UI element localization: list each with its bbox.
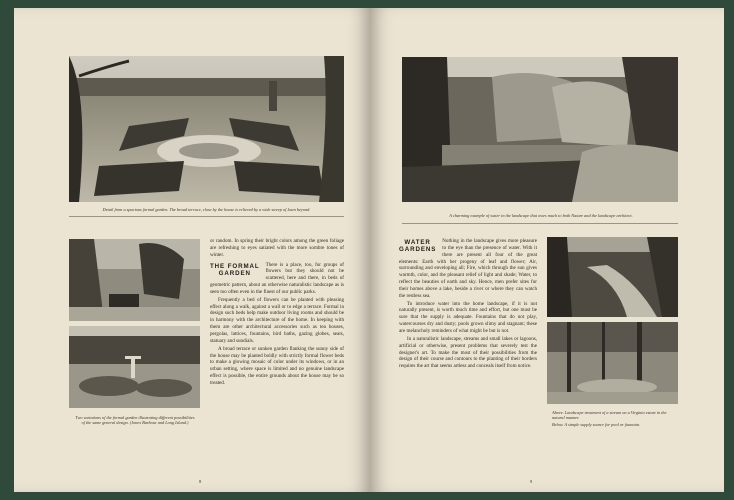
right-page xyxy=(370,8,724,492)
formal-garden-text-1: There is a place, too, for groups of flowers but they should not be scattered, here and there, in beds of geometric pattern, about an otherwise naturalistic landscape as is seen too often even in the finest of our public parks. xyxy=(210,261,344,295)
stream-photo xyxy=(547,237,678,317)
caption-below: Below. A simple supply source for pool or fountain. xyxy=(552,421,641,427)
water-landscape-photo xyxy=(402,57,678,202)
garden-variation-photo-1 xyxy=(69,239,200,321)
caption-rule xyxy=(69,216,344,217)
formal-garden-paragraph-1 xyxy=(210,262,344,296)
formal-garden-photo xyxy=(69,56,344,202)
right-text-column xyxy=(399,238,537,371)
water-gardens-heading-line2: GARDENS xyxy=(399,246,437,253)
water-gardens-paragraph-2: To introduce water into the home landscape, if it is not naturally present, is worth much time and effort, but one must be sure that the supply is adequate. Fountains that do not play, watercourses dry and dusty; pools grown slimy and stagnant; these are melancholy reminders of what might be but is not. xyxy=(399,300,537,334)
intro-paragraph: or random. In spring their bright colors among the green foliage are refreshing to eyes satiated with the more sombre tones of winter. xyxy=(210,238,344,258)
left-page xyxy=(14,8,370,492)
book-spread xyxy=(14,8,724,492)
left-text-column xyxy=(210,238,344,388)
side-photo-caption-right xyxy=(552,410,674,427)
formal-garden-paragraph-2: Frequently a bed of flowers can be planted with pleasing effect along a walk, against a wall or to edge a terrace. Formal in design such beds help make outdoor living rooms and should be in harmony with the architecture of the home. In keeping with them are other architectural accessories such as tea houses, pergolas, lattices, fountains, bird baths, gazing globes, seats, statuary and sundials. xyxy=(210,296,344,344)
water-gardens-text-1: Nothing in the landscape gives more pleasure to the eye than the presence of water. With it there are present all four of the great elements: Earth with her progeny of leaf and flower; Air, surrounding and enveloping all; Fire, which through the sun gives warmth, color, and the pleasant relief of light and shade; Water, to reflect the beauties of earth and sky. Hence, men prefer sites for their homes above a lake, beside a river or where they can watch the restless sea. xyxy=(399,238,537,299)
water-gardens-paragraph-3: In a naturalistic landscape, streams and small lakes or lagoons, artificial or otherwise, present problems that severely test the designer's art. To make the most of their possibilities from the design of their course and contours to the planting of their borders requires the art that seems artless and conceals itself from notice. xyxy=(399,335,537,370)
page-number-right: 9 xyxy=(530,479,533,484)
top-photo-caption: Detail from a spacious formal garden. The broad terrace, close by the house is relieved by a wide sweep of lawn beyond. xyxy=(102,207,311,212)
fountain-source-photo xyxy=(547,322,678,404)
page-number-left: 8 xyxy=(199,479,202,484)
formal-garden-heading xyxy=(210,263,260,277)
formal-garden-heading-line2: GARDEN xyxy=(218,269,251,277)
water-gardens-heading-line1: WATER xyxy=(404,239,431,246)
formal-garden-heading-line1: THE FORMAL xyxy=(210,262,260,270)
water-gardens-paragraph-1 xyxy=(399,238,537,300)
garden-variation-photo-2 xyxy=(69,326,200,408)
formal-garden-paragraph-3: A broad terrace or sunken garden flanking the sunny side of the house may be planted boldly with strictly formal flower beds to make a glowing mosaic of color under its windows, or in an urban setting, where space is limited and no genuine landscape effect is possible, the entire grounds about the house may be so treated. xyxy=(210,345,344,386)
side-photo-caption: Two variations of the formal garden illustrating different possibilities of the same general design. (Jones Barbour and Long Island.) xyxy=(75,415,195,426)
caption-above: Above. Landscape treatment of a stream on a Virginia estate in the natural manner. xyxy=(552,410,667,421)
water-gardens-heading xyxy=(399,239,436,253)
caption-rule-right xyxy=(402,223,678,224)
top-photo-caption-right: A charming example of water in the landscape that owes much to both Nature and the landscape architect. xyxy=(449,213,633,218)
